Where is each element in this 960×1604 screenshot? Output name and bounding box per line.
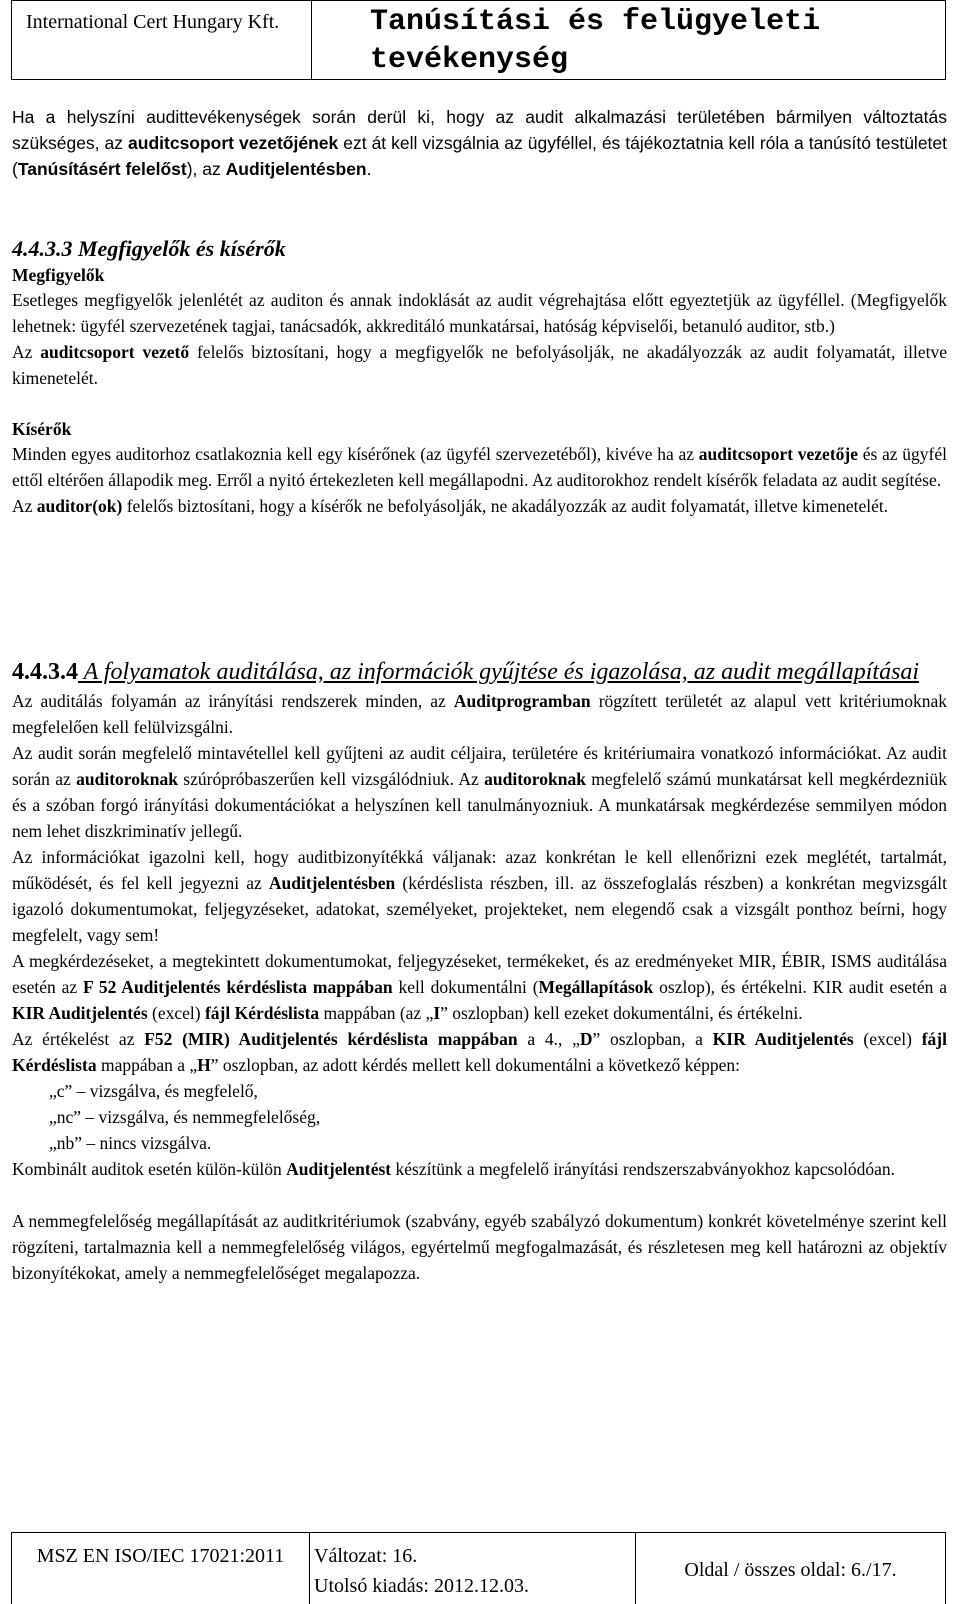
- footer-standard: MSZ EN ISO/IEC 17021:2011: [12, 1533, 310, 1604]
- subheading-escorts: Kísérők: [12, 419, 72, 439]
- footer-page-number: Oldal / összes oldal: 6./17.: [684, 1559, 897, 1581]
- subheading-observers: Megfigyelők: [12, 265, 105, 285]
- footer-issue-date: Utolsó kiadás: 2012.12.03.: [314, 1575, 529, 1597]
- intro-section: [12, 104, 947, 182]
- list-item: „nc” – vizsgálva, és nemmegfelelőség,: [49, 1107, 321, 1127]
- paragraph: Az auditor(ok) felelős biztosítani, hogy a kísérők ne befolyásolják, ne akadályozzák az audit folyamatát, illetve kimenetelét.: [12, 496, 889, 516]
- intro-paragraph: Ha a helyszíni audittevékenységek során derül ki, hogy az audit alkalmazási területében bármilyen változtatás szükséges, az auditcsoport vezetőjének ezt át kell vizsgálnia az ügyféllel, és tájékoztatnia kell róla a tanúsító testületet (Tanúsításért felelőst), az Auditjelentésben.: [12, 107, 948, 179]
- paragraph: Minden egyes auditorhoz csatlakoznia kell egy kísérőnek (az ügyfél szervezetéből), kivéve ha az auditcsoport vezetője és az ügyfél ettől eltérően állapodik meg. Erről a nyitó értekezleten kell megállapodni. Az auditorokhoz rendelt kísérők feladata az audit segítése.: [12, 444, 947, 490]
- list-item: „c” – vizsgálva, és megfelelő,: [49, 1081, 258, 1101]
- footer-version: Változat: 16.: [314, 1545, 418, 1567]
- document-title: Tanúsítási és felügyeleti tevékenység: [370, 5, 821, 77]
- paragraph: Kombinált auditok esetén külön-külön Auditjelentést készítünk a megfelelő irányítási rendszerszabványokhoz kapcsolódóan.: [12, 1159, 896, 1179]
- page-footer: [11, 1532, 946, 1604]
- paragraph: Az értékelést az F52 (MIR) Auditjelentés kérdéslista mappában a 4., „D” oszlopban, a KIR Auditjelentés (excel) fájl Kérdéslista mappában a „H” oszlopban, az adott kérdés mellett kell dokumentálni a következő képpen:: [12, 1029, 947, 1075]
- paragraph: Az auditcsoport vezető felelős biztosítani, hogy a megfigyelők ne befolyásolják, ne akadályozzák az audit folyamatát, illetve kimenetelét.: [12, 342, 947, 388]
- section-observers: [12, 235, 947, 519]
- company-name: International Cert Hungary Kft.: [12, 1, 312, 79]
- paragraph: A nemmegfelelőség megállapítását az auditkritériumok (szabvány, egyéb szabályzó dokumentum) konkrét követelménye szerint kell rögzíteni, tartalmaznia kell a nemmegfelelőség világos, egyértelmű megfogalmazását, és részletesen meg kell határozni az objektív bizonyítékokat, amely a nemmegfelelőséget megalapozza.: [12, 1211, 947, 1283]
- section-heading: 4.4.3.3 Megfigyelők és kísérők: [12, 236, 286, 261]
- paragraph: Az információkat igazolni kell, hogy auditbizonyítékká váljanak: azaz konkrétan le kell ellenőrizni ezek meglétét, tartalmát, működését, és fel kell jegyezni az Auditjelentésben (kérdéslista részben, ill. az összefoglalás részben) a konkrétan megvizsgált igazoló dokumentumokat, feljegyzéseket, adatokat, személyeket, projekteket, nem elegendő csak a vizsgált ponthoz beírni, hogy megfelelt, vagy sem!: [12, 847, 947, 945]
- paragraph: Az auditálás folyamán az irányítási rendszerek minden, az Auditprogramban rögzített területét az alapul vett kritériumoknak megfelelően kell felülvizsgálni.: [12, 691, 947, 737]
- paragraph: A megkérdezéseket, a megtekintett dokumentumokat, feljegyzéseket, termékeket, és az eredményeket MIR, ÉBIR, ISMS auditálása esetén az F 52 Auditjelentés kérdéslista mappában kell dokumentálni (Megállapítások oszlop), és értékelni. KIR audit esetén a KIR Auditjelentés (excel) fájl Kérdéslista mappában (az „I” oszlopban) kell ezeket dokumentálni, és értékelni.: [12, 951, 948, 1023]
- paragraph: Esetleges megfigyelők jelenlétét az auditon és annak indoklását az audit végrehajtása előtt egyeztetjük az ügyféllel. (Megfigyelők lehetnek: ügyfél szervezetének tagjai, tanácsadók, akkreditáló munkatársai, hatóság képviselői, betanuló auditor, stb.): [12, 290, 947, 336]
- page-header: [11, 0, 946, 80]
- paragraph: Az audit során megfelelő mintavétellel kell gyűjteni az audit céljaira, területére és kritériumaira vonatkozó információkat. Az audit során az auditoroknak szúrópróbaszerűen kell vizsgálódniuk. Az auditoroknak megfelelő számú munkatársat kell megkérdezniük és a szóban forgó irányítási dokumentációkat a helyszínen kell tanulmányozniuk. A munkatársak megkérdezése semmilyen módon nem lehet diszkriminatív jellegű.: [12, 743, 947, 841]
- list-item: „nb” – nincs vizsgálva.: [49, 1133, 212, 1153]
- footer-version-block: [310, 1533, 636, 1604]
- section-heading: 4.4.3.4 A folyamatok auditálása, az információk gyűjtése és igazolása, az audit megállapításai: [12, 659, 920, 685]
- section-process-audit: [12, 656, 947, 1286]
